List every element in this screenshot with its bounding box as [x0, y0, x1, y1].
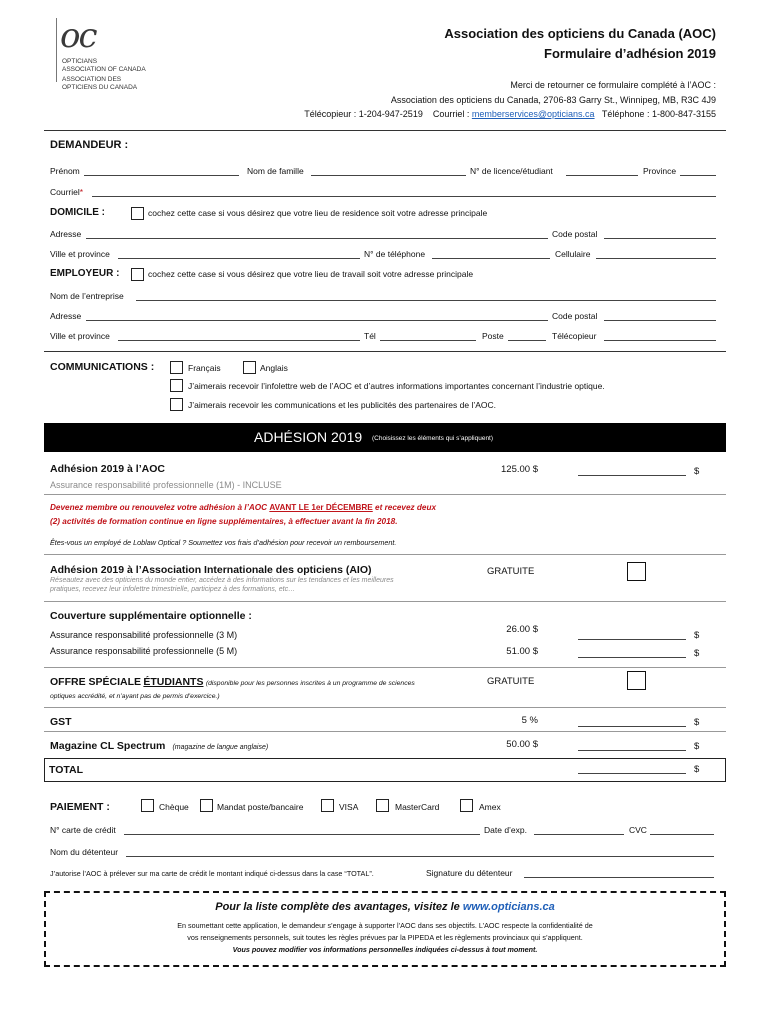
gst-rate: 5 % [521, 715, 538, 726]
magazine-label: Magazine CL Spectrum [50, 740, 166, 752]
fax-number: Télécopieur : 1-204-947-2519 [304, 109, 423, 119]
aio-checkbox[interactable] [627, 562, 646, 581]
email-label-row [50, 187, 83, 197]
total-box [44, 758, 726, 782]
benefits-line [46, 901, 724, 913]
extra-3m-price: 26.00 $ [506, 624, 538, 635]
home-cell-field[interactable] [596, 249, 716, 259]
newsletter-label: J’aimerais recevoir l’infolettre web de l’AOC et d’autres informations importantes concernant l’industrie optique. [188, 381, 605, 391]
gst-amount-field[interactable] [578, 717, 686, 727]
card-number-label: N° carte de crédit [50, 825, 116, 835]
logo-en-line-1: OPTICIANS [62, 58, 98, 65]
first-name-label: Prénom [50, 166, 80, 176]
cvc-label: CVC [629, 825, 647, 835]
home-postal-label: Code postal [552, 229, 598, 239]
card-number-field[interactable] [124, 825, 480, 835]
cvc-field[interactable] [650, 825, 714, 835]
extra-3m-label: Assurance responsabilité professionnelle (3 M) [50, 630, 238, 640]
benefits-text: Pour la liste complète des avantages, visitez le [215, 901, 460, 913]
work-postal-field[interactable] [604, 311, 716, 321]
phone-number: Téléphone : 1-800-847-3155 [601, 109, 716, 119]
extra-3m-amount-field[interactable] [578, 630, 686, 640]
newsletter-checkbox[interactable] [170, 379, 183, 392]
home-phone-field[interactable] [432, 249, 550, 259]
partners-label: J’aimerais recevoir les communications et les publicités des partenaires de l’AOC. [188, 400, 497, 410]
promo-text-a: Devenez membre ou renouvelez votre adhésion à l’AOC [50, 503, 268, 512]
aio-description-1: Réseautez avec des opticiens du monde entier, accédez à des informations sur les tendances et les meilleures [50, 577, 394, 584]
money-order-label: Mandat poste/bancaire [217, 802, 304, 812]
extra-5m-amount-field[interactable] [578, 648, 686, 658]
gst-dollar: $ [694, 717, 700, 728]
magazine-dollar: $ [694, 741, 700, 752]
aoc-membership-title: Adhésion 2019 à l’AOC [50, 463, 165, 475]
work-tel-field[interactable] [380, 331, 476, 341]
work-city-label: Ville et province [50, 331, 110, 341]
home-primary-checkbox[interactable] [131, 207, 144, 220]
privacy-line-1: En soumettant cette application, le demandeur s’engage à supporter l’AOC dans ses objectifs. L’AOC respecte la confidentialité de [177, 921, 593, 930]
visa-checkbox[interactable] [321, 799, 334, 812]
card-holder-label: Nom du détenteur [50, 847, 119, 857]
cheque-checkbox[interactable] [141, 799, 154, 812]
work-tel-label: Tél [364, 331, 376, 341]
mastercard-label: MasterCard [395, 802, 440, 812]
privacy-line-3: Vous pouvez modifier vos informations personnelles indiquées ci-dessus à tout moment. [232, 945, 538, 954]
student-offer-note-2: optiques accrédité, et n’ayant pas de permis d’exercice.) [50, 693, 220, 700]
company-field[interactable] [136, 291, 716, 301]
applicant-title: DEMANDEUR : [50, 139, 129, 151]
loblaw-note: Êtes-vous un employé de Loblaw Optical ? Soumettez vos frais d’adhésion pour recevoir un remboursement. [50, 538, 397, 547]
magazine-note: (magazine de langue anglaise) [172, 744, 269, 751]
return-instruction: Merci de retourner ce formulaire complété à l’AOC : [510, 80, 716, 90]
applicant-divider [44, 351, 726, 352]
email-field[interactable] [92, 187, 716, 197]
promo-line-2: (2) activités de formation continue en ligne supplémentaires, à effectuer avant la fin 2018. [50, 517, 398, 526]
home-postal-field[interactable] [604, 229, 716, 239]
aio-divider [44, 601, 726, 602]
amex-checkbox[interactable] [460, 799, 473, 812]
logo-text-fr [62, 76, 137, 92]
english-checkbox[interactable] [243, 361, 256, 374]
extra-5m-label: Assurance responsabilité professionnelle (5 M) [50, 646, 238, 656]
employer-title: EMPLOYEUR : [50, 268, 120, 279]
home-address-label: Adresse [50, 229, 82, 239]
student-offer-students: ÉTUDIANTS [143, 676, 204, 688]
visa-label: VISA [339, 802, 359, 812]
money-order-checkbox[interactable] [200, 799, 213, 812]
student-checkbox[interactable] [627, 671, 646, 690]
aoc-dollar: $ [694, 466, 700, 477]
aoc-included-insurance: Assurance responsabilité professionnelle (1M) - INCLUSE [50, 480, 282, 490]
logo-en-line-2: ASSOCIATION OF CANADA [62, 66, 146, 73]
logo-fr-line-1: ASSOCIATION DES [62, 76, 122, 83]
student-divider [44, 707, 726, 708]
last-name-label: Nom de famille [247, 166, 304, 176]
required-mark: * [79, 187, 84, 197]
aoc-divider [44, 494, 726, 495]
province-field[interactable] [680, 166, 716, 176]
work-address-label: Adresse [50, 311, 82, 321]
work-ext-field[interactable] [508, 331, 546, 341]
english-label: Anglais [260, 363, 288, 373]
home-cell-label: Cellulaire [555, 249, 591, 259]
mastercard-checkbox[interactable] [376, 799, 389, 812]
extra-3m-dollar: $ [694, 630, 700, 641]
home-checkbox-label: cochez cette case si vous désirez que votre lieu de residence soit votre adresse principale [148, 208, 488, 218]
student-offer-row [50, 676, 415, 688]
promo-divider [44, 554, 726, 555]
company-label: Nom de l’entreprise [50, 291, 124, 301]
magazine-row [50, 740, 268, 752]
extra-coverage-title: Couverture supplémentaire optionnelle : [50, 610, 252, 622]
work-fax-field[interactable] [604, 331, 716, 341]
total-label: TOTAL [49, 764, 84, 776]
membership-bar [44, 423, 726, 452]
home-city-field[interactable] [118, 249, 360, 259]
aoc-amount-field[interactable] [578, 466, 686, 476]
extra-5m-price: 51.00 $ [506, 646, 538, 657]
benefits-box [44, 891, 726, 967]
aio-title: Adhésion 2019 à l’Association Internationale des opticiens (AIO) [50, 564, 372, 576]
cheque-label: Chèque [159, 802, 189, 812]
home-title: DOMICILE : [50, 207, 105, 218]
total-dollar: $ [694, 764, 700, 775]
signature-field[interactable] [524, 868, 714, 878]
home-phone-label: N° de téléphone [364, 249, 426, 259]
work-address-field[interactable] [86, 311, 548, 321]
work-postal-label: Code postal [552, 311, 598, 321]
aoc-membership-price: 125.00 $ [501, 464, 538, 475]
page-subtitle: Formulaire d’adhésion 2019 [544, 46, 716, 61]
home-city-label: Ville et province [50, 249, 110, 259]
promo-text-c: et recevez deux [375, 503, 437, 512]
amex-label: Amex [479, 802, 501, 812]
french-label: Français [188, 363, 221, 373]
total-amount-field[interactable] [578, 764, 686, 774]
contact-line [156, 109, 716, 119]
aio-price: GRATUITE [487, 566, 535, 577]
email-link[interactable]: memberservices@opticians.ca [471, 109, 595, 119]
province-label: Province [643, 166, 677, 176]
student-offer-note: (disponible pour les personnes inscrites à un programme de sciences [205, 680, 415, 687]
logo-fr-line-2: OPTICIENS DU CANADA [62, 84, 138, 91]
header-divider [44, 130, 726, 131]
logo [52, 14, 162, 104]
student-price: GRATUITE [487, 676, 535, 687]
employer-checkbox-label: cochez cette case si vous désirez que votre lieu de travail soit votre adresse principale [148, 269, 474, 279]
licence-field[interactable] [566, 166, 638, 176]
gst-label: GST [50, 716, 72, 728]
mailing-address: Association des opticiens du Canada, 2706-83 Garry St., Winnipeg, MB, R3C 4J9 [390, 95, 716, 105]
home-address-field[interactable] [86, 229, 548, 239]
membership-bar-title: ADHÉSION 2019 [254, 429, 363, 445]
licence-label: N° de licence/étudiant [470, 166, 553, 176]
work-city-field[interactable] [118, 331, 360, 341]
french-checkbox[interactable] [170, 361, 183, 374]
aio-description-2: pratiques, recevez leur infolettre trimestrielle, participez à des formations, etc… [50, 586, 296, 593]
last-name-field[interactable] [311, 166, 466, 176]
magazine-amount-field[interactable] [578, 741, 686, 751]
student-offer-title: OFFRE SPÉCIALE [50, 676, 142, 688]
privacy-line-2: vos renseignements personnels, suit toutes les règles prévues par la PIPEDA et les règlements provinciaux qui s’appliquent. [187, 933, 583, 942]
partners-checkbox[interactable] [170, 398, 183, 411]
logo-vertical-line [56, 18, 57, 82]
card-holder-field[interactable] [126, 847, 714, 857]
page-title: Association des opticiens du Canada (AOC) [444, 26, 716, 41]
promo-line-1 [50, 503, 436, 512]
extra-divider [44, 667, 726, 668]
email-label: Courriel : [432, 109, 470, 119]
employer-primary-checkbox[interactable] [131, 268, 144, 281]
work-ext-label: Poste [482, 331, 504, 341]
logo-text-en [62, 58, 146, 74]
promo-deadline: AVANT LE 1er DÉCEMBRE [269, 503, 373, 512]
communications-title: COMMUNICATIONS : [50, 361, 155, 373]
logo-mark: oc [60, 16, 96, 56]
extra-5m-dollar: $ [694, 648, 700, 659]
expiry-field[interactable] [534, 825, 624, 835]
payment-title: PAIEMENT : [50, 801, 110, 813]
first-name-field[interactable] [84, 166, 239, 176]
expiry-label: Date d’exp. [484, 825, 527, 835]
magazine-price: 50.00 $ [506, 739, 538, 750]
membership-bar-note: (Choisissez les éléments qui s’appliquent) [372, 435, 494, 442]
work-fax-label: Télécopieur [552, 331, 597, 341]
email-field-label: Courriel [50, 187, 80, 197]
signature-label: Signature du détenteur [426, 868, 513, 878]
gst-divider [44, 731, 726, 732]
website-link[interactable]: www.opticians.ca [462, 901, 555, 913]
authorize-text: J’autorise l’AOC à prélever sur ma carte de crédit le montant indiqué ci-dessus dans la case “TOTAL”. [50, 869, 374, 878]
